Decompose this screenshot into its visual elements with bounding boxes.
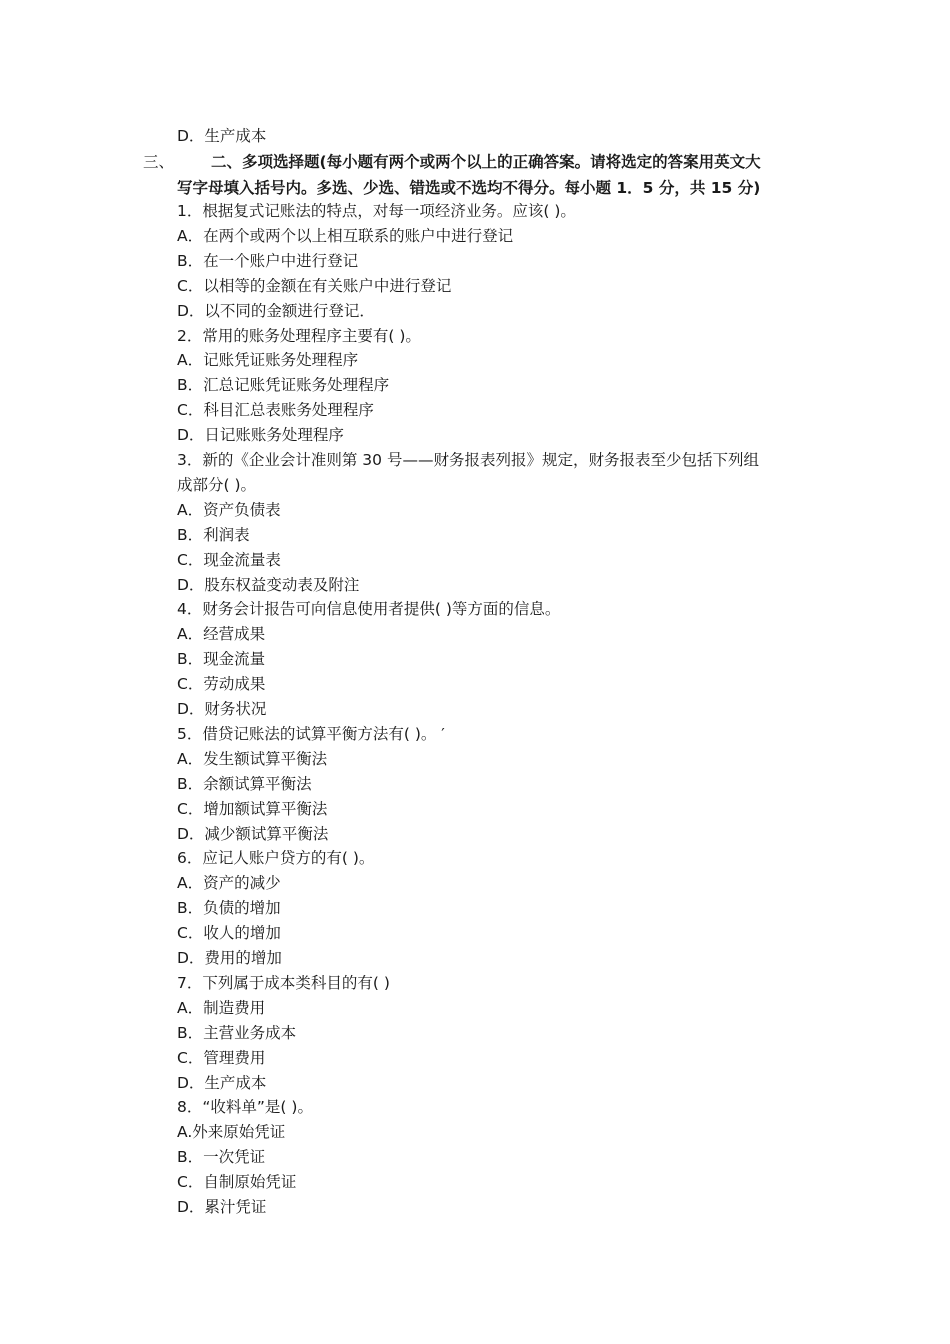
option-line: B．利润表 (177, 525, 250, 544)
option-line: D．财务状况 (177, 700, 267, 718)
question-line: 5．借贷记账法的试算平衡方法有( )。 ′ (177, 724, 445, 743)
option-line: C．自制原始凭证 (177, 1173, 297, 1192)
option-line: A．资产的减少 (177, 874, 281, 893)
option-line: C．科目汇总表账务处理程序 (177, 401, 374, 420)
section-number: 三、 (143, 153, 175, 171)
question-line: 8．“收料单”是( )。 (177, 1098, 313, 1117)
question-line: 1．根据复式记账法的特点，对每一项经济业务。应该( )。 (177, 202, 576, 220)
option-line: C．增加额试算平衡法 (177, 799, 328, 818)
option-line: B．负债的增加 (177, 899, 281, 918)
option-line: A.外来原始凭证 (177, 1123, 286, 1142)
option-line: 成部分( )。 (177, 475, 257, 494)
question-line: 2．常用的账务处理程序主要有( )。 (177, 326, 421, 345)
section-title-line-2: 写字母填入括号内。多选、少选、错选或不选均不得分。每小题 1．5 分，共 15 分) (177, 178, 761, 197)
option-line: A．记账凭证账务处理程序 (177, 351, 359, 370)
option-line: D．以不同的金额进行登记． (177, 301, 375, 320)
option-line: B．主营业务成本 (177, 1023, 297, 1042)
option-line: C．现金流量表 (177, 550, 281, 569)
option-line: D．减少额试算平衡法 (177, 824, 329, 843)
option-line: B．一次凭证 (177, 1148, 266, 1167)
option-line: D．生产成本 (177, 127, 267, 145)
option-line: C．劳动成果 (177, 675, 266, 694)
option-line: D．股东权益变动表及附注 (177, 575, 360, 594)
section-title-line-1: 二、多项选择题(每小题有两个或两个以上的正确答案。请将选定的答案用英文大 (211, 153, 761, 171)
option-line: A．制造费用 (177, 998, 266, 1017)
option-line: B．现金流量 (177, 650, 266, 669)
option-line: C．以相等的金额在有关账户中进行登记 (177, 276, 452, 295)
option-line: A．在两个或两个以上相互联系的账户中进行登记 (177, 226, 514, 245)
option-line: B．余额试算平衡法 (177, 774, 312, 793)
option-line: D．累汁凭证 (177, 1198, 267, 1216)
option-line: A．发生额试算平衡法 (177, 749, 328, 768)
option-line: C．管理费用 (177, 1048, 266, 1067)
question-line: 6．应记人账户贷方的有( )。 (177, 849, 375, 868)
option-line: D．日记账账务处理程序 (177, 426, 344, 445)
option-line: C．收人的增加 (177, 924, 281, 943)
question-line: 3．新的《企业会计准则第 30 号——财务报表列报》规定，财务报表至少包括下列组 (177, 451, 759, 469)
option-line: A．资产负债表 (177, 500, 281, 519)
question-line: 7．下列属于成本类科目的有( ) (177, 973, 390, 992)
option-line: D．费用的增加 (177, 949, 282, 967)
option-line: A．经营成果 (177, 625, 266, 644)
option-line: D．生产成本 (177, 1073, 267, 1092)
question-line: 4．财务会计报告可向信息使用者提供( )等方面的信息。 (177, 600, 561, 619)
option-line: B．在一个账户中进行登记 (177, 251, 359, 270)
option-line: B．汇总记账凭证账务处理程序 (177, 376, 390, 395)
